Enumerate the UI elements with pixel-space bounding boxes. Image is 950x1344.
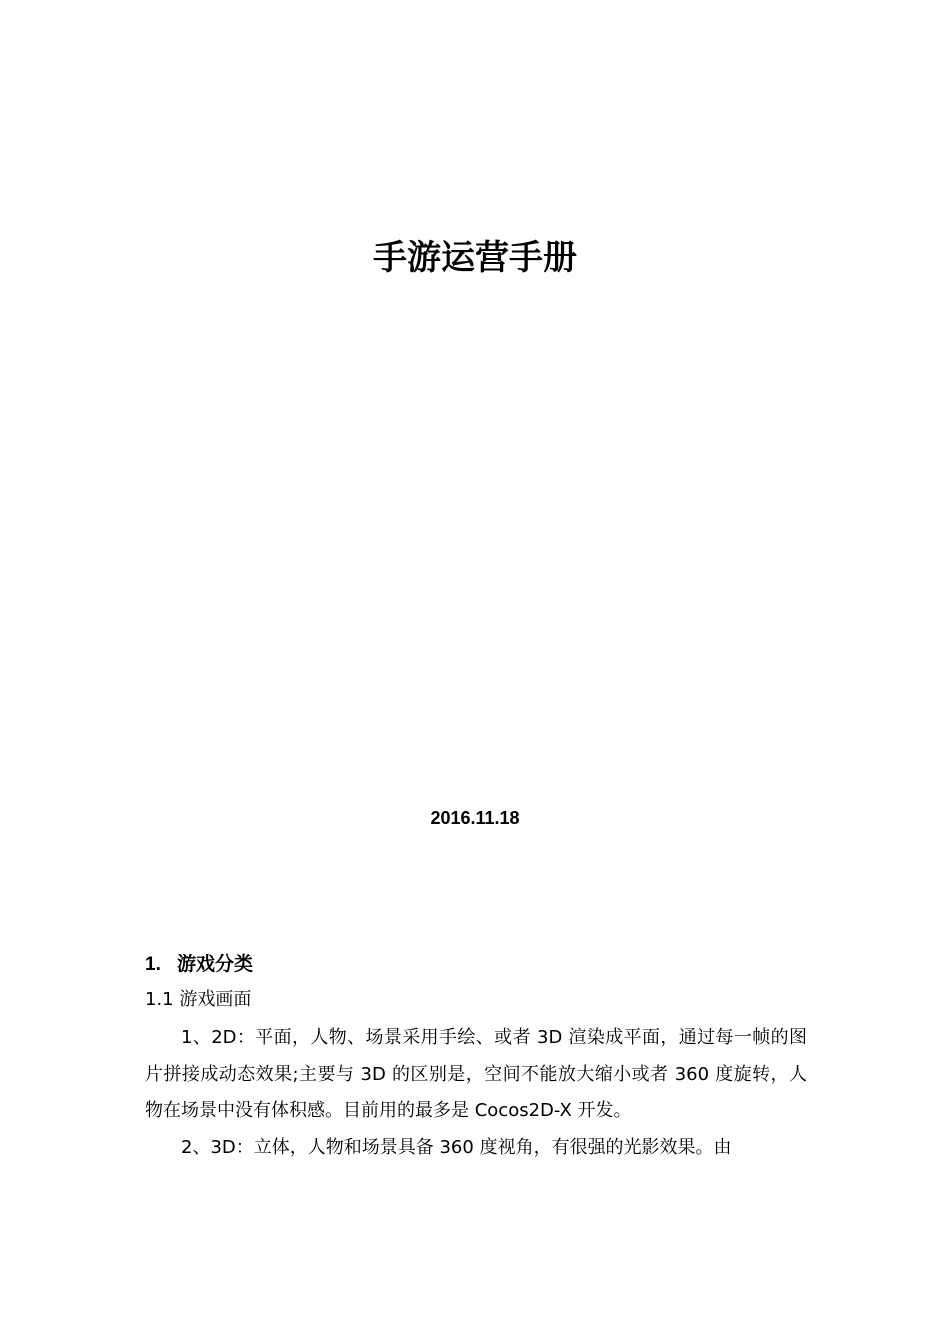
- section-heading-text: 游戏分类: [177, 953, 254, 975]
- body-text: [145, 1020, 807, 1166]
- subsection-heading: 1.1 游戏画面: [145, 989, 252, 1010]
- paragraph: 2、3D：立体，人物和场景具备 360 度视角，有很强的光影效果。由: [181, 1136, 732, 1158]
- document-date: 2016.11.18: [430, 808, 520, 828]
- section-number: 1.: [145, 954, 161, 975]
- paragraph: 1、2D：平面，人物、场景采用手绘、或者 3D 渲染成平面，通过每一帧的图片拼接成动态效果;主要与 3D 的区别是，空间不能放大缩小或者 360 度旋转，人物在场景中没有体积感。目前用的最多是 Cocos2D-X 开发。: [145, 1027, 807, 1121]
- document-title: 手游运营手册: [373, 238, 577, 278]
- section-heading: [145, 950, 253, 979]
